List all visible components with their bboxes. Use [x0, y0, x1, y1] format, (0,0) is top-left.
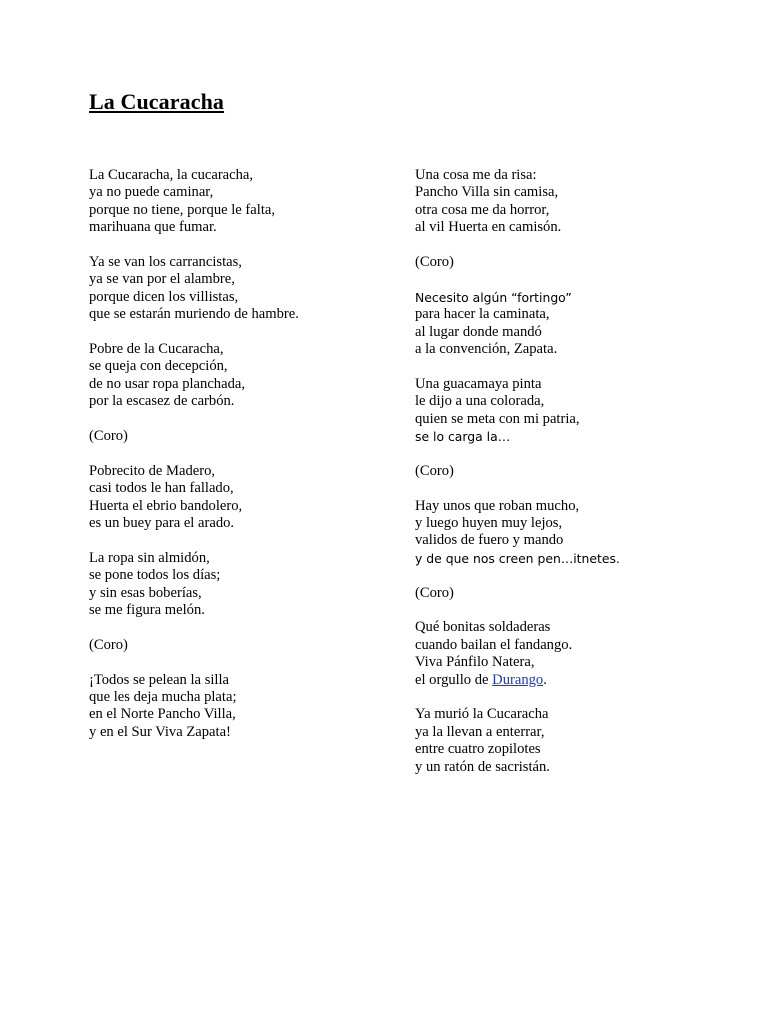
- chorus-marker: [415, 463, 715, 480]
- verse-line: al lugar donde mandó: [415, 323, 542, 340]
- verse-line: marihuana que fumar.: [89, 219, 217, 236]
- chorus-marker: [89, 637, 389, 654]
- verse-line: ya la llevan a enterrar,: [415, 723, 545, 740]
- verse-line: y en el Sur Viva Zapata!: [89, 723, 231, 740]
- verse-line: La ropa sin almidón,: [89, 549, 210, 566]
- verse-line: Hay unos que roban mucho,: [415, 497, 580, 514]
- verse-line: en el Norte Pancho Villa,: [89, 706, 236, 723]
- verse-line: y de que nos creen pen…itnetes.: [415, 550, 620, 566]
- stanza: [415, 167, 715, 237]
- verse-line: Una guacamaya pinta: [415, 375, 542, 392]
- verse-line: es un buey para el arado.: [89, 515, 235, 532]
- verse-line: ¡Todos se pelean la silla: [89, 671, 230, 688]
- verse-line: ya se van por el alambre,: [89, 271, 235, 288]
- verse-line: a la convención, Zapata.: [415, 341, 558, 358]
- verse-line: (Coro): [89, 428, 128, 445]
- verse-line: Necesito algún “fortingo”: [415, 289, 572, 305]
- verse-line: porque no tiene, porque le falta,: [89, 201, 275, 218]
- verse-line: porque dicen los villistas,: [89, 288, 239, 305]
- chorus-marker: [89, 428, 389, 445]
- verse-line: se queja con decepción,: [89, 358, 228, 375]
- durango-link[interactable]: Durango: [492, 671, 544, 688]
- verse-line: Ya se van los carrancistas,: [89, 254, 242, 271]
- verse-line: (Coro): [415, 584, 454, 601]
- verse-line-suffix: .: [543, 671, 547, 688]
- verse-line: Pobrecito de Madero,: [89, 462, 216, 479]
- stanza: [89, 672, 389, 742]
- verse-line: entre cuatro zopilotes: [415, 741, 541, 758]
- stanza: [89, 550, 389, 620]
- verse-line: La Cucaracha, la cucaracha,: [89, 167, 254, 183]
- verse-line: cuando bailan el fandango.: [415, 636, 573, 653]
- verse-line: y sin esas boberías,: [89, 584, 202, 601]
- verse-line: y un ratón de sacristán.: [415, 758, 550, 775]
- verse-line: (Coro): [415, 462, 454, 479]
- left-column: [89, 167, 389, 759]
- verse-line: de no usar ropa planchada,: [89, 375, 246, 392]
- verse-line: para hacer la caminata,: [415, 306, 550, 323]
- verse-line: Ya murió la Cucaracha: [415, 706, 549, 723]
- stanza: [415, 619, 715, 689]
- verse-line: (Coro): [415, 254, 454, 271]
- verse-line: se pone todos los días;: [89, 567, 221, 584]
- stanza: [415, 498, 715, 568]
- stanza: [89, 341, 389, 411]
- verse-line: Pancho Villa sin camisa,: [415, 184, 559, 201]
- stanza: [415, 706, 715, 776]
- stanza: [89, 167, 389, 237]
- verse-line: validos de fuero y mando: [415, 532, 564, 549]
- verse-line: ya no puede caminar,: [89, 184, 214, 201]
- verse-line-with-link: [415, 672, 715, 689]
- chorus-marker: [415, 254, 715, 271]
- right-column: [415, 167, 715, 793]
- verse-line: le dijo a una colorada,: [415, 393, 545, 410]
- chorus-marker: [415, 585, 715, 602]
- verse-line: se lo carga la…: [415, 429, 511, 445]
- verse-line: Pobre de la Cucaracha,: [89, 341, 224, 358]
- stanza: [415, 376, 715, 446]
- verse-line: otra cosa me da horror,: [415, 201, 550, 218]
- verse-line: que les deja mucha plata;: [89, 689, 237, 706]
- page-title: La Cucaracha: [89, 89, 225, 114]
- stanza: [89, 254, 389, 324]
- stanza: [415, 289, 715, 359]
- verse-line: por la escasez de carbón.: [89, 393, 235, 410]
- verse-line: Qué bonitas soldaderas: [415, 619, 551, 636]
- verse-line: casi todos le han fallado,: [89, 480, 234, 497]
- verse-line: quien se meta con mi patria,: [415, 410, 580, 427]
- verse-line: Viva Pánfilo Natera,: [415, 654, 535, 671]
- stanza: [89, 463, 389, 533]
- verse-line: que se estarán muriendo de hambre.: [89, 306, 299, 323]
- verse-line: al vil Huerta en camisón.: [415, 219, 562, 236]
- verse-line: se me figura melón.: [89, 602, 205, 619]
- verse-line: (Coro): [89, 636, 128, 653]
- verse-line: Huerta el ebrio bandolero,: [89, 497, 243, 514]
- verse-line-prefix: el orgullo de: [415, 671, 493, 688]
- verse-line: Una cosa me da risa:: [415, 167, 537, 183]
- verse-line: y luego huyen muy lejos,: [415, 515, 563, 532]
